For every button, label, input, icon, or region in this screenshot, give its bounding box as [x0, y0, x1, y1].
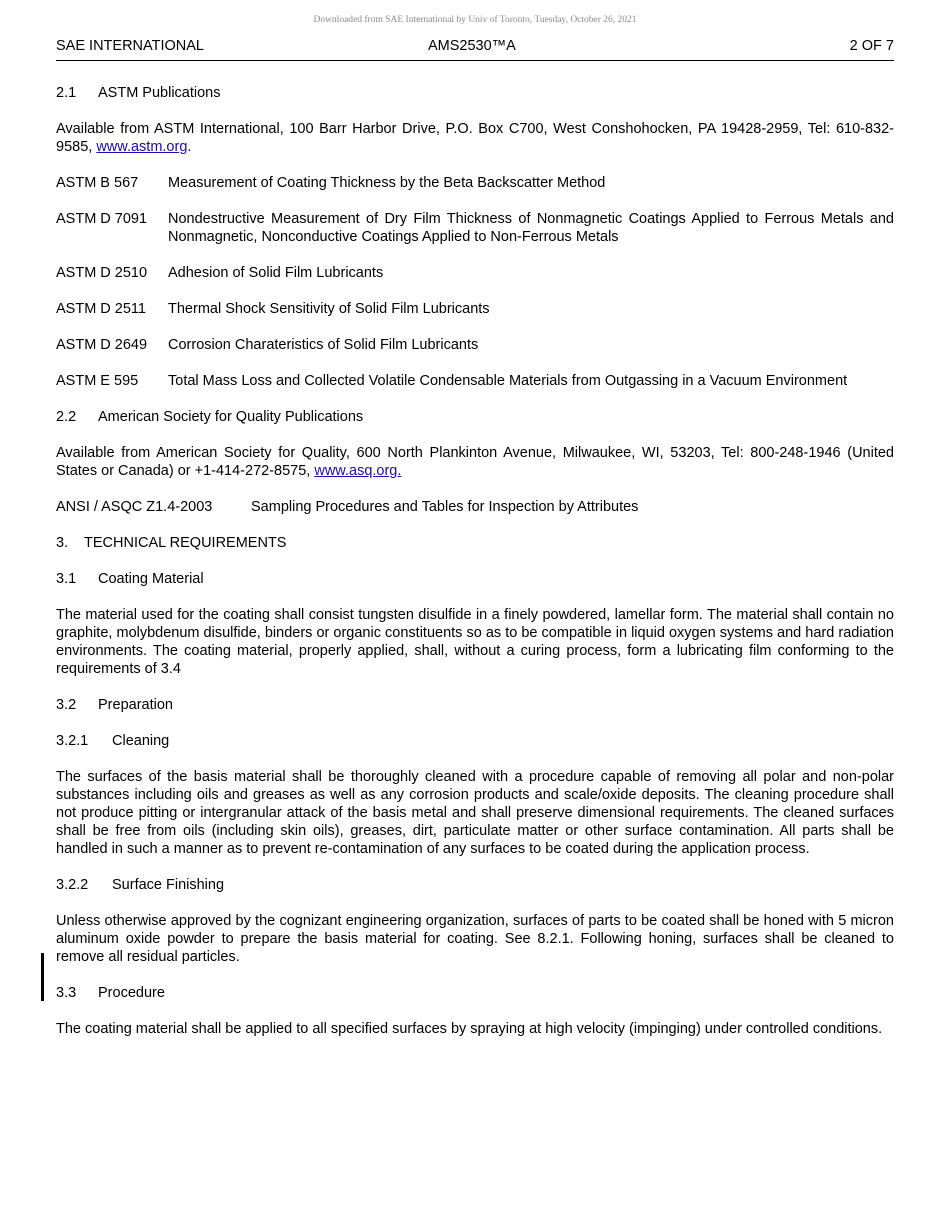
section-title: Cleaning: [112, 733, 170, 749]
cleaning-paragraph: The surfaces of the basis material shall be thoroughly cleaned with a procedure capable of removing all polar and non-polar substances including oils and greases as well as any corrosion products and scale/oxide deposits. The cleaning procedure shall not produce pitting or intergranular attack of the basis metal and shall preserve dimensional requirements. The cleaned surfaces shall be free from oils (including skin oils), greases, dirt, particulate matter or other surface contamination. All parts shall be handled in such a manner as to prevent re-contamination of any surfaces to be coated during the application process.: [56, 769, 894, 857]
reference-entry: [56, 174, 894, 192]
reference-entry: [56, 336, 894, 354]
section-title: Preparation: [98, 697, 173, 713]
section-title: TECHNICAL REQUIREMENTS: [84, 535, 287, 551]
document-body: [56, 84, 894, 1056]
reference-title: Corrosion Charateristics of Solid Film Lubricants: [168, 337, 479, 353]
section-heading-3: [56, 534, 894, 552]
reference-entry: [56, 300, 894, 318]
reference-title: Adhesion of Solid Film Lubricants: [168, 265, 384, 281]
asq-website-link[interactable]: www.asq.org.: [314, 463, 402, 479]
reference-code: ASTM B 567: [56, 175, 139, 191]
procedure-paragraph: The coating material shall be applied to all specified surfaces by spraying at high velocity (impinging) under controlled conditions.: [56, 1021, 883, 1037]
reference-title: Total Mass Loss and Collected Volatile Condensable Materials from Outgassing in a Vacuum Environment: [168, 373, 848, 389]
reference-code: ASTM D 7091: [56, 211, 148, 227]
astm-availability-paragraph: [56, 120, 894, 156]
reference-code: ASTM E 595: [56, 373, 139, 389]
section-title: American Society for Quality Publications: [98, 409, 364, 425]
reference-code: ASTM D 2510: [56, 265, 148, 281]
reference-code: ANSI / ASQC Z1.4-2003: [56, 499, 213, 515]
availability-text: Available from American Society for Quality, 600 North Plankinton Avenue, Milwaukee, WI, 53203, Tel: 800-248-1946 (United States or Canada) or +1-414-272-8575,: [56, 445, 894, 479]
astm-website-link[interactable]: www.astm.org: [96, 139, 188, 155]
section-title: Procedure: [98, 985, 165, 1001]
reference-entry: [56, 498, 894, 516]
section-heading-3-1: [56, 570, 894, 588]
availability-text-end: .: [187, 139, 192, 155]
coating-material-paragraph: The material used for the coating shall consist tungsten disulfide in a finely powdered, lamellar form. The material shall contain no graphite, molybdenum disulfide, binders or organic constituents so as to be compatible in liquid oxygen systems and hard radiation environments. The coating material, properly applied, shall, without a curing process, form a lubricating film conforming to the requirements of 3.4: [56, 607, 894, 677]
section-heading-3-2-2: [56, 876, 894, 894]
section-title: ASTM Publications: [98, 85, 221, 101]
section-number: 2.2: [56, 409, 77, 425]
reference-title: Nondestructive Measurement of Dry Film Thickness of Nonmagnetic Coatings Applied to Ferrous Metals and Nonmagnetic, Nonconductive Coatings Applied to Non-Ferrous Metals: [168, 211, 894, 245]
header-page-number: 2 OF 7: [849, 38, 894, 54]
section-heading-3-2: [56, 696, 894, 714]
section-number: 3.3: [56, 985, 77, 1001]
section-number: 3.2.2: [56, 877, 89, 893]
availability-text: Available from ASTM International, 100 Barr Harbor Drive, P.O. Box C700, West Conshohocken, PA 19428-2959, Tel: 610-832-9585,: [56, 121, 894, 155]
reference-entry: [56, 372, 894, 390]
section-number: 2.1: [56, 85, 77, 101]
download-watermark: Downloaded from SAE International by Univ of Toronto, Tuesday, October 26, 2021: [313, 15, 637, 25]
reference-title: Thermal Shock Sensitivity of Solid Film Lubricants: [168, 301, 490, 317]
header-document-id: AMS2530™A: [428, 38, 516, 54]
reference-title: Sampling Procedures and Tables for Inspection by Attributes: [251, 499, 639, 515]
section-number: 3.: [56, 535, 69, 551]
header-organization: SAE INTERNATIONAL: [56, 38, 204, 54]
section-heading-2-2: [56, 408, 894, 426]
section-heading-3-2-1: [56, 732, 894, 750]
section-number: 3.1: [56, 571, 77, 587]
reference-title: Measurement of Coating Thickness by the Beta Backscatter Method: [168, 175, 606, 191]
section-number: 3.2: [56, 697, 77, 713]
section-title: Surface Finishing: [112, 877, 225, 893]
surface-finishing-paragraph: Unless otherwise approved by the cognizant engineering organization, surfaces of parts to be coated shall be honed with 5 micron aluminum oxide powder to prepare the basis material for coating. See 8.2.1. Following honing, surfaces shall be cleaned to remove all residual particles.: [56, 913, 894, 965]
reference-entry: [56, 264, 894, 282]
reference-entry: [56, 210, 894, 246]
section-number: 3.2.1: [56, 733, 89, 749]
section-heading-3-3: [56, 984, 894, 1002]
reference-code: ASTM D 2511: [56, 301, 146, 317]
revision-change-bar: [41, 953, 44, 1001]
asq-availability-paragraph: [56, 444, 894, 480]
page-header: [56, 38, 894, 61]
section-heading-2-1: [56, 84, 894, 102]
section-title: Coating Material: [98, 571, 204, 587]
reference-code: ASTM D 2649: [56, 337, 148, 353]
